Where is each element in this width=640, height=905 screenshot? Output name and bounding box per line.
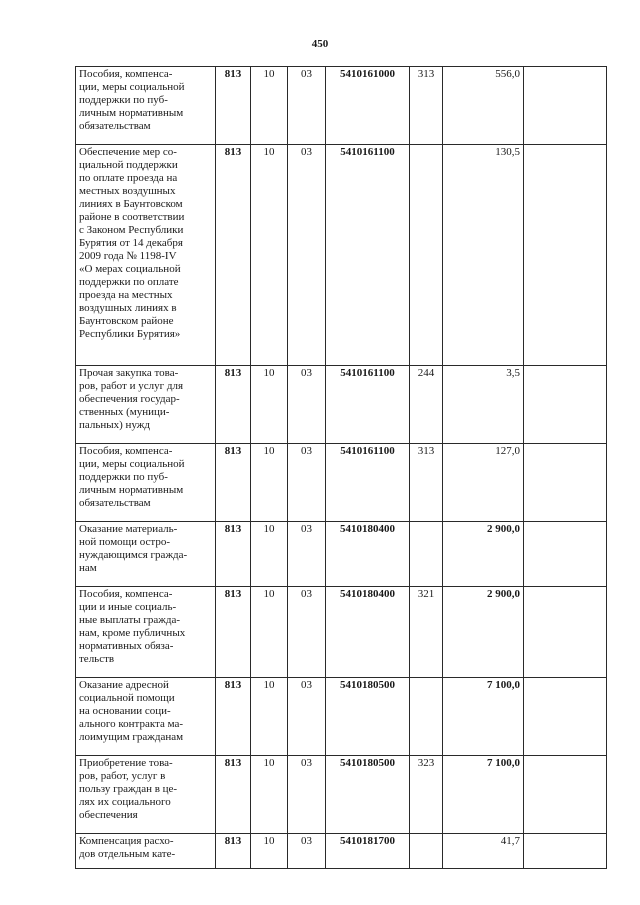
row-name-line: лоимущим гражданам bbox=[79, 731, 184, 743]
expense-type-code bbox=[410, 834, 443, 869]
row-name-line: лях их социального bbox=[79, 796, 171, 808]
target-code: 5410180500 bbox=[326, 678, 410, 756]
section-code: 10 bbox=[251, 834, 288, 869]
row-name-line: ров, работ и услуг для bbox=[79, 380, 184, 392]
target-code: 5410161100 bbox=[326, 145, 410, 366]
row-name-line: дов отдельным кате- bbox=[79, 848, 176, 860]
row-name-line: ции, меры социальной bbox=[79, 458, 185, 470]
budget-table bbox=[75, 66, 607, 869]
row-name-line: ственных (муници- bbox=[79, 406, 170, 418]
row-name-line: Прочая закупка това- bbox=[79, 367, 179, 379]
row-name-line: ции и иные социаль- bbox=[79, 601, 177, 613]
row-name-line: Баунтовском районе bbox=[79, 315, 174, 327]
table-row bbox=[76, 678, 607, 756]
row-name bbox=[76, 756, 216, 834]
section-code: 10 bbox=[251, 678, 288, 756]
row-name-line: пользу граждан в це- bbox=[79, 783, 178, 795]
ministry-code: 813 bbox=[216, 678, 251, 756]
row-name-line: поддержки по пуб- bbox=[79, 471, 168, 483]
section-code: 10 bbox=[251, 444, 288, 522]
expense-type-code: 313 bbox=[410, 67, 443, 145]
ministry-code: 813 bbox=[216, 444, 251, 522]
extra-column bbox=[524, 366, 607, 444]
target-code: 5410180400 bbox=[326, 522, 410, 587]
extra-column bbox=[524, 67, 607, 145]
extra-column bbox=[524, 145, 607, 366]
row-name-line: нуждающимся гражда- bbox=[79, 549, 188, 561]
expense-type-code: 313 bbox=[410, 444, 443, 522]
table-row bbox=[76, 756, 607, 834]
page-number: 450 bbox=[311, 38, 329, 50]
row-name-line: нам, кроме публичных bbox=[79, 627, 186, 639]
amount-value: 130,5 bbox=[443, 145, 524, 366]
amount-value: 2 900,0 bbox=[443, 587, 524, 678]
row-name-line: тельств bbox=[79, 653, 115, 665]
row-name-line: циальной поддержки bbox=[79, 159, 178, 171]
row-name-line: по оплате проезда на bbox=[79, 172, 178, 184]
amount-value: 127,0 bbox=[443, 444, 524, 522]
ministry-code: 813 bbox=[216, 587, 251, 678]
subsection-code: 03 bbox=[288, 522, 326, 587]
amount-value: 41,7 bbox=[443, 834, 524, 869]
ministry-code: 813 bbox=[216, 67, 251, 145]
row-name-line: Пособия, компенса- bbox=[79, 68, 173, 80]
row-name-line: личным нормативным bbox=[79, 484, 184, 496]
expense-type-code bbox=[410, 145, 443, 366]
row-name-line: обеспечения bbox=[79, 809, 138, 821]
subsection-code: 03 bbox=[288, 756, 326, 834]
ministry-code: 813 bbox=[216, 756, 251, 834]
expense-type-code: 323 bbox=[410, 756, 443, 834]
subsection-code: 03 bbox=[288, 145, 326, 366]
row-name-line: Республики Бурятия» bbox=[79, 328, 181, 340]
target-code: 5410161100 bbox=[326, 444, 410, 522]
section-code: 10 bbox=[251, 366, 288, 444]
extra-column bbox=[524, 756, 607, 834]
ministry-code: 813 bbox=[216, 522, 251, 587]
extra-column bbox=[524, 522, 607, 587]
section-code: 10 bbox=[251, 145, 288, 366]
table-body bbox=[76, 67, 607, 869]
row-name-line: Компенсация расхо- bbox=[79, 835, 174, 847]
row-name-line: поддержки по пуб- bbox=[79, 94, 168, 106]
row-name bbox=[76, 67, 216, 145]
table-row bbox=[76, 67, 607, 145]
row-name-line: обеспечения государ- bbox=[79, 393, 180, 405]
row-name-line: поддержки по оплате bbox=[79, 276, 179, 288]
row-name-line: проезда на местных bbox=[79, 289, 173, 301]
ministry-code: 813 bbox=[216, 834, 251, 869]
row-name-line: Оказание материаль- bbox=[79, 523, 178, 535]
row-name bbox=[76, 587, 216, 678]
row-name-line: ные выплаты гражда- bbox=[79, 614, 181, 626]
row-name-line: Приобретение това- bbox=[79, 757, 173, 769]
subsection-code: 03 bbox=[288, 834, 326, 869]
row-name bbox=[76, 834, 216, 869]
row-name-line: обязательствам bbox=[79, 497, 151, 509]
amount-value: 556,0 bbox=[443, 67, 524, 145]
target-code: 5410180500 bbox=[326, 756, 410, 834]
row-name-line: 2009 года № 1198-IV bbox=[79, 250, 177, 262]
extra-column bbox=[524, 444, 607, 522]
row-name-line: ции, меры социальной bbox=[79, 81, 185, 93]
table-row bbox=[76, 834, 607, 869]
row-name-line: пальных) нужд bbox=[79, 419, 151, 431]
row-name-line: ров, работ, услуг в bbox=[79, 770, 166, 782]
amount-value: 3,5 bbox=[443, 366, 524, 444]
row-name-line: Оказание адресной bbox=[79, 679, 169, 691]
expense-type-code: 321 bbox=[410, 587, 443, 678]
row-name-line: с Законом Республики bbox=[79, 224, 184, 236]
row-name-line: на основании соци- bbox=[79, 705, 171, 717]
row-name-line: обязательствам bbox=[79, 120, 151, 132]
row-name bbox=[76, 366, 216, 444]
amount-value: 7 100,0 bbox=[443, 756, 524, 834]
target-code: 5410180400 bbox=[326, 587, 410, 678]
section-code: 10 bbox=[251, 587, 288, 678]
row-name bbox=[76, 522, 216, 587]
row-name-line: нормативных обяза- bbox=[79, 640, 174, 652]
row-name-line: линиях в Баунтовском bbox=[79, 198, 183, 210]
row-name-line: воздушных линиях в bbox=[79, 302, 177, 314]
table-row bbox=[76, 587, 607, 678]
amount-value: 7 100,0 bbox=[443, 678, 524, 756]
table-row bbox=[76, 522, 607, 587]
row-name bbox=[76, 145, 216, 366]
table-row bbox=[76, 366, 607, 444]
expense-type-code bbox=[410, 522, 443, 587]
subsection-code: 03 bbox=[288, 444, 326, 522]
extra-column bbox=[524, 587, 607, 678]
subsection-code: 03 bbox=[288, 678, 326, 756]
row-name-line: социальной помощи bbox=[79, 692, 175, 704]
expense-type-code: 244 bbox=[410, 366, 443, 444]
section-code: 10 bbox=[251, 67, 288, 145]
row-name-line: нам bbox=[79, 562, 97, 574]
extra-column bbox=[524, 834, 607, 869]
ministry-code: 813 bbox=[216, 145, 251, 366]
subsection-code: 03 bbox=[288, 67, 326, 145]
row-name-line: ального контракта ма- bbox=[79, 718, 184, 730]
row-name-line: «О мерах социальной bbox=[79, 263, 181, 275]
subsection-code: 03 bbox=[288, 587, 326, 678]
table-row bbox=[76, 145, 607, 366]
subsection-code: 03 bbox=[288, 366, 326, 444]
row-name-line: ной помощи остро- bbox=[79, 536, 171, 548]
row-name bbox=[76, 444, 216, 522]
ministry-code: 813 bbox=[216, 366, 251, 444]
row-name-line: личным нормативным bbox=[79, 107, 184, 119]
amount-value: 2 900,0 bbox=[443, 522, 524, 587]
row-name-line: местных воздушных bbox=[79, 185, 176, 197]
target-code: 5410161100 bbox=[326, 366, 410, 444]
section-code: 10 bbox=[251, 522, 288, 587]
row-name-line: районе в соответствии bbox=[79, 211, 185, 223]
row-name-line: Бурятия от 14 декабря bbox=[79, 237, 183, 249]
section-code: 10 bbox=[251, 756, 288, 834]
row-name bbox=[76, 678, 216, 756]
row-name-line: Пособия, компенса- bbox=[79, 588, 173, 600]
extra-column bbox=[524, 678, 607, 756]
expense-type-code bbox=[410, 678, 443, 756]
table-row bbox=[76, 444, 607, 522]
row-name-line: Обеспечение мер со- bbox=[79, 146, 177, 158]
row-name-line: Пособия, компенса- bbox=[79, 445, 173, 457]
target-code: 5410181700 bbox=[326, 834, 410, 869]
target-code: 5410161000 bbox=[326, 67, 410, 145]
